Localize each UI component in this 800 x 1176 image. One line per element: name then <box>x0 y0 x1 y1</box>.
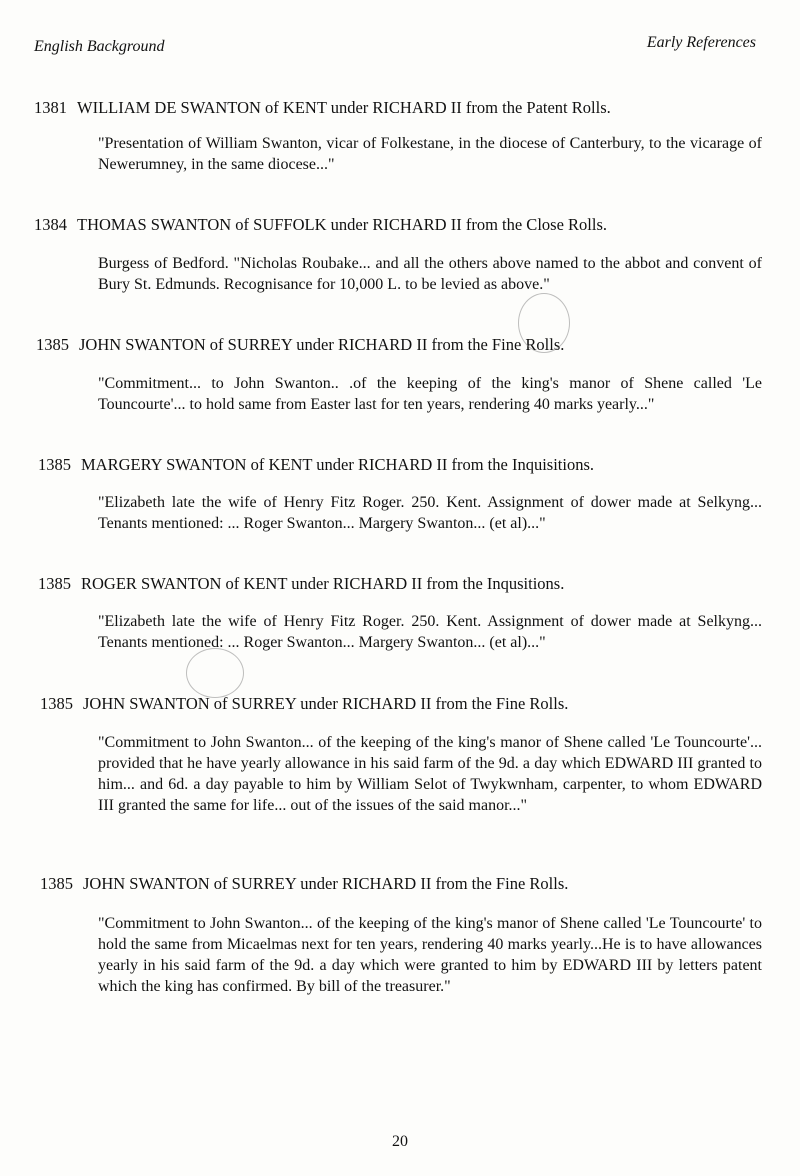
entry-year: 1385 <box>40 874 73 893</box>
scan-smudge <box>186 648 244 698</box>
entry-title: WILLIAM DE SWANTON of KENT under RICHARD II from the Patent Rolls. <box>77 98 611 117</box>
entry-year: 1385 <box>40 694 73 713</box>
entry-year: 1384 <box>34 215 67 234</box>
scan-smudge <box>518 293 570 353</box>
entry-year: 1385 <box>36 335 69 354</box>
entry-heading <box>40 874 568 894</box>
entry-body: "Commitment to John Swanton... of the keeping of the king's manor of Shene called 'Le Touncourte'... provided that he have yearly allowance in his said farm of the 9d. a day which EDWARD III granted to him... and 6d. a day payable to him by William Selot of Twykwnham, carpenter, to whom EDWARD III granted the same for life... out of the issues of the said manor..." <box>98 734 762 814</box>
entry-title: JOHN SWANTON of SURREY under RICHARD II from the Fine Rolls. <box>83 874 569 893</box>
entry-year: 1385 <box>38 574 71 593</box>
entry-year: 1385 <box>38 455 71 474</box>
entry-heading <box>38 574 564 594</box>
entry-title: MARGERY SWANTON of KENT under RICHARD II from the Inquisitions. <box>81 455 595 474</box>
entry-body: Burgess of Bedford. "Nicholas Roubake... and all the others above named to the abbot and convent of Bury St. Edmunds. Recognisance for 10,000 L. to be levied as above." <box>98 255 762 293</box>
page-number: 20 <box>392 1133 408 1150</box>
entry-title: THOMAS SWANTON of SUFFOLK under RICHARD II from the Close Rolls. <box>77 215 607 234</box>
entry-title: JOHN SWANTON of SURREY under RICHARD II from the Fine Rolls. <box>79 335 565 354</box>
entry-body: "Presentation of William Swanton, vicar of Folkestane, in the diocese of Canterbury, to the vicarage of Newerumney, in the same diocese..." <box>98 135 762 173</box>
entry-body: "Commitment... to John Swanton.. .of the keeping of the king's manor of Shene called 'Le Touncourte'... to hold same from Easter last for ten years, rendering 40 marks yearly..." <box>98 375 762 413</box>
entry-body: "Elizabeth late the wife of Henry Fitz Roger. 250. Kent. Assignment of dower made at Selkyng... Tenants mentioned: ... Roger Swanton... Margery Swanton... (et al)..." <box>98 494 762 532</box>
entry-body: "Commitment to John Swanton... of the keeping of the king's manor of Shene called 'Le Touncourte' to hold the same from Micaelmas next for ten years, rendering 40 marks yearly...He is to have allowances yearly in his said farm of the 9d. a day which were granted to him by EDWARD III by letters patent which the king has confirmed. By bill of the treasurer." <box>98 915 762 995</box>
entry-heading <box>36 335 564 355</box>
running-header-right: Early References <box>646 34 756 51</box>
entry-title: JOHN SWANTON of SURREY under RICHARD II from the Fine Rolls. <box>83 694 569 713</box>
entry-heading <box>34 98 611 118</box>
entry-title: ROGER SWANTON of KENT under RICHARD II from the Inqusitions. <box>81 574 565 593</box>
entry-heading <box>38 455 594 475</box>
entry-heading <box>34 215 607 235</box>
running-header-left: English Background <box>34 38 165 55</box>
entry-year: 1381 <box>34 98 67 117</box>
entry-heading <box>40 694 568 714</box>
entry-body: "Elizabeth late the wife of Henry Fitz Roger. 250. Kent. Assignment of dower made at Selkyng... Tenants mentioned: ... Roger Swanton... Margery Swanton... (et al)..." <box>98 613 762 651</box>
